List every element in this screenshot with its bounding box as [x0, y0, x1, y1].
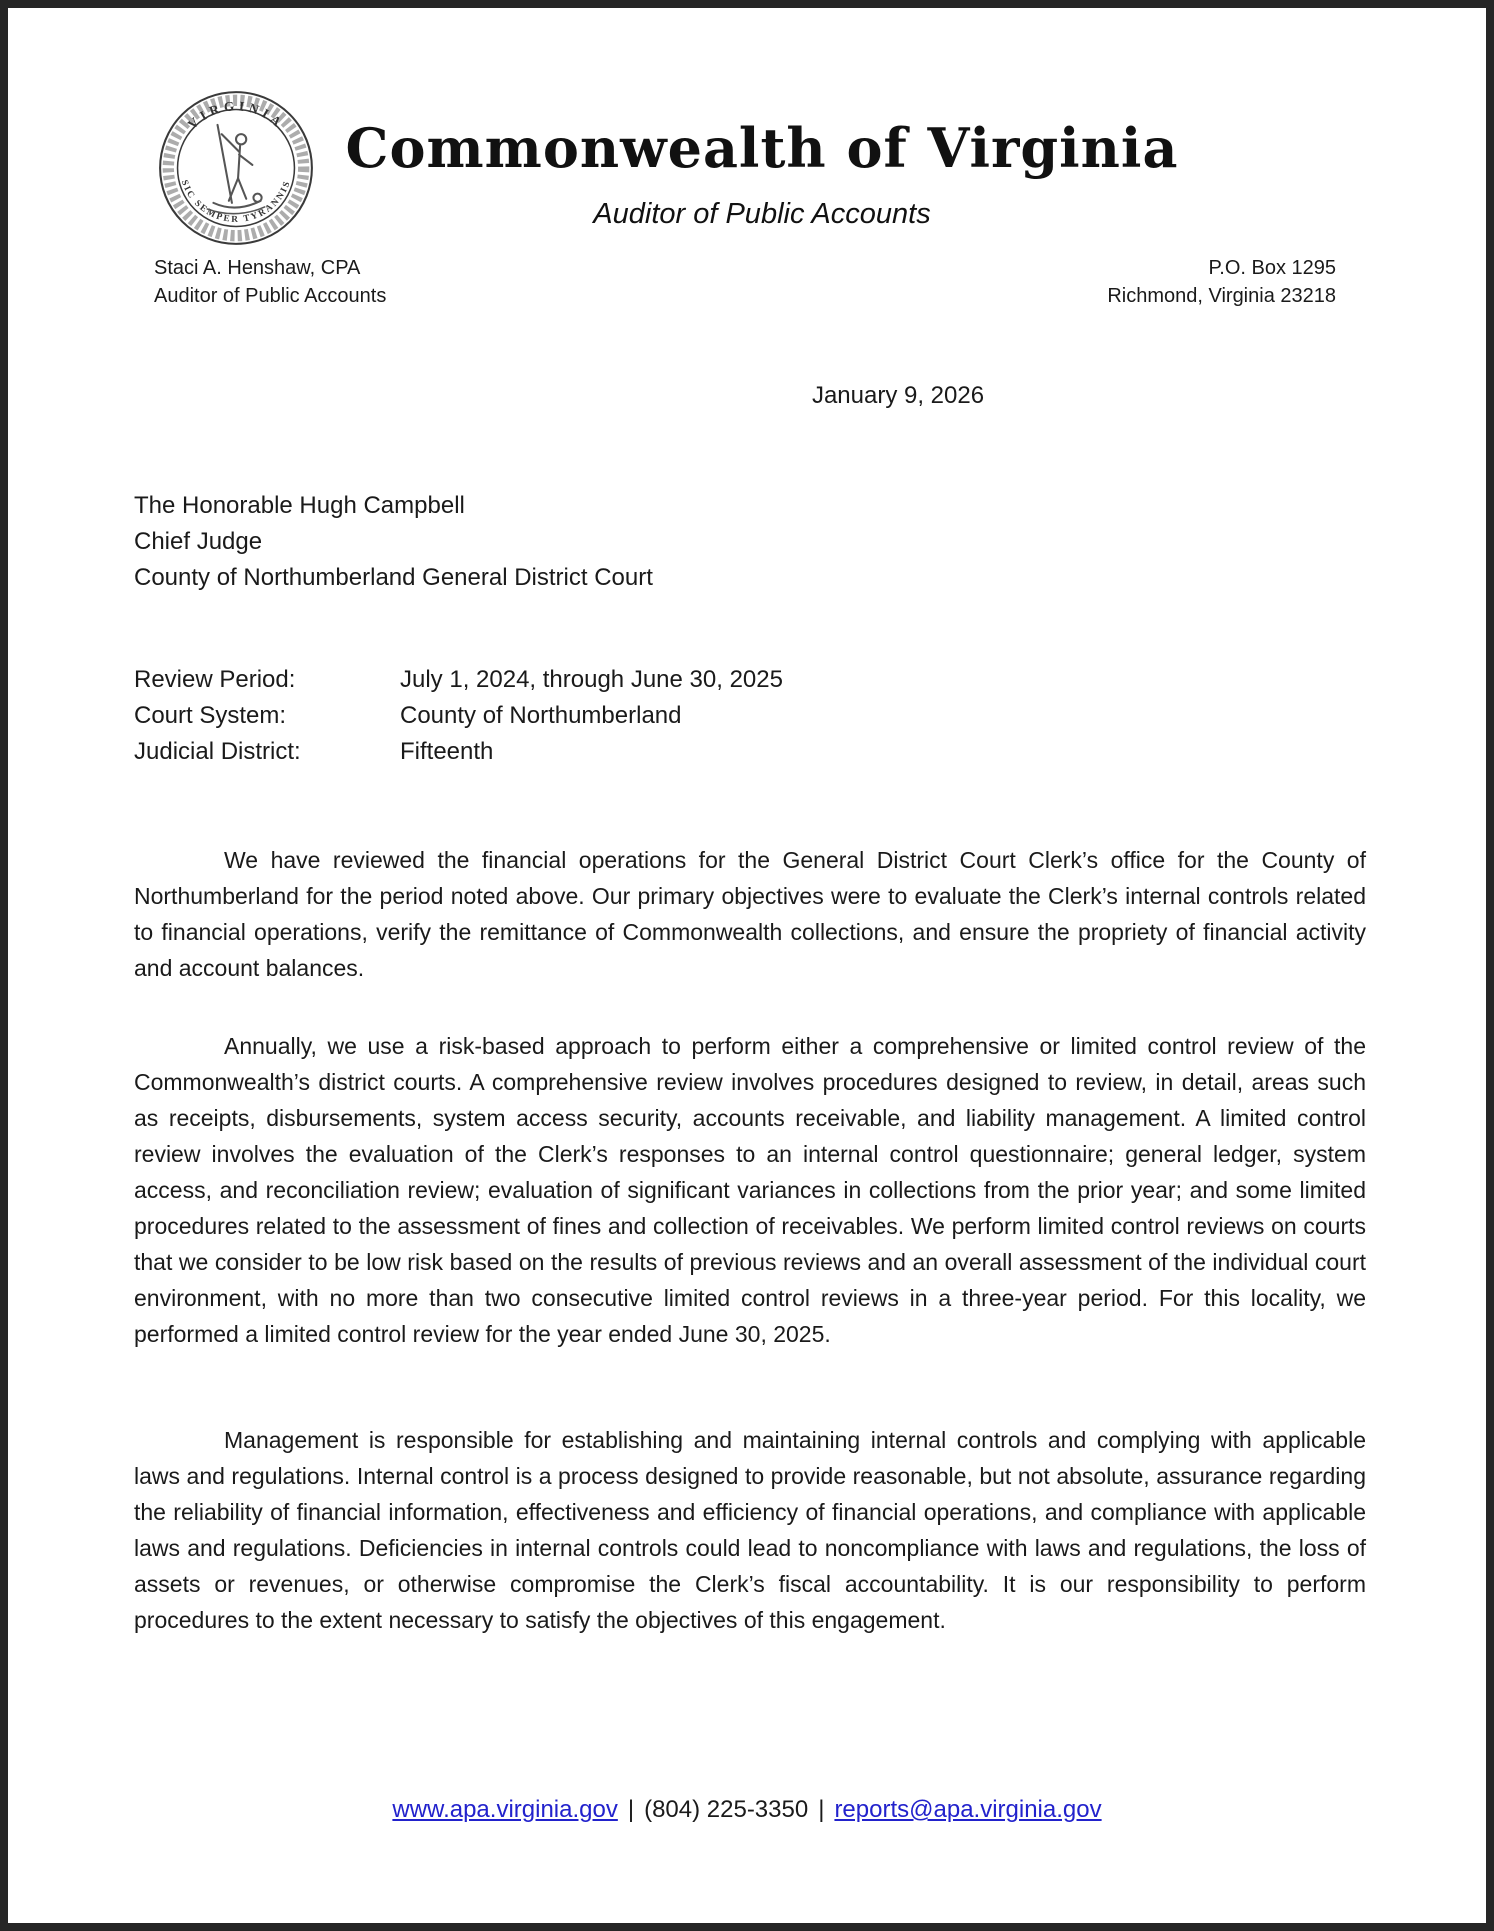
- letterhead-address-block: [1107, 254, 1336, 310]
- email-link[interactable]: reports@apa.virginia.gov: [834, 1796, 1102, 1823]
- seal-bottom-text: SIC SEMPER TYRANNIS: [179, 178, 293, 224]
- detail-row: [134, 662, 783, 698]
- detail-value: Fifteenth: [400, 738, 494, 765]
- phone-number: (804) 225-3350: [644, 1796, 809, 1823]
- addressee-line: The Honorable Hugh Campbell: [134, 492, 465, 519]
- detail-label: Judicial District:: [134, 738, 301, 765]
- detail-row: [134, 698, 783, 734]
- body-paragraph: Management is responsible for establishing and maintaining internal controls and complying with applicable laws and regulations. Internal control is a process designed to provide reasonable, but not absolute, assurance regarding the reliability of financial information, effectiveness and efficiency of financial operations, and compliance with applicable laws and regulations. Deficiencies in internal controls could lead to noncompliance with laws and regulations, the loss of assets or revenues, or otherwise compromise the Clerk’s fiscal accountability. It is our responsibility to perform procedures to the extent necessary to satisfy the objectives of this engagement.: [134, 1427, 1366, 1633]
- website-link[interactable]: www.apa.virginia.gov: [392, 1796, 618, 1823]
- letter-date: January 9, 2026: [811, 382, 985, 409]
- detail-value: July 1, 2024, through June 30, 2025: [400, 666, 783, 693]
- footer-separator: |: [627, 1796, 635, 1823]
- org-subtitle: Auditor of Public Accounts: [593, 198, 931, 230]
- official-name: Staci A. Henshaw, CPA: [154, 257, 361, 279]
- addressee-line: County of Northumberland General District Court: [134, 564, 653, 591]
- detail-value: County of Northumberland: [400, 702, 682, 729]
- addressee-line: Chief Judge: [134, 528, 263, 555]
- body-paragraph: Annually, we use a risk-based approach to perform either a comprehensive or limited control review of the Commonwealth’s district courts. A comprehensive review involves procedures designed to review, in detail, areas such as receipts, disbursements, system access security, accounts receivable, and liability management. A limited control review involves the evaluation of the Clerk’s responses to an internal control questionnaire; general ledger, system access, and reconciliation review; evaluation of significant variances in collections from the prior year; and some limited procedures related to the assessment of fines and collection of receivables. We perform limited control reviews on courts that we consider to be low risk based on the results of previous reviews and an overall assessment of the individual court environment, with no more than two consecutive limited control reviews in a three-year period. For this locality, we performed a limited control review for the year ended June 30, 2025.: [134, 1033, 1366, 1347]
- org-title: Commonwealth of Virginia: [345, 116, 1179, 180]
- contact-footer: [8, 1796, 1486, 1824]
- review-details: [134, 662, 783, 770]
- footer-separator: |: [818, 1796, 825, 1823]
- address-line-1: P.O. Box 1295: [1208, 257, 1336, 279]
- detail-label: Court System:: [134, 702, 287, 729]
- address-line-2: Richmond, Virginia 23218: [1107, 285, 1336, 307]
- seal-top-text: VIRGINIA: [184, 98, 288, 132]
- body-paragraph: We have reviewed the financial operations for the General District Court Clerk’s office for the County of Northumberland for the period noted above. Our primary objectives were to evaluate the Clerk’s internal controls related to financial operations, verify the remittance of Commonwealth collections, and ensure the propriety of financial activity and account balances.: [134, 847, 1366, 981]
- addressee-block: [134, 488, 653, 596]
- letterhead-official-block: [154, 254, 386, 310]
- official-title: Auditor of Public Accounts: [154, 285, 387, 307]
- detail-row: [134, 734, 783, 770]
- detail-label: Review Period:: [134, 666, 296, 693]
